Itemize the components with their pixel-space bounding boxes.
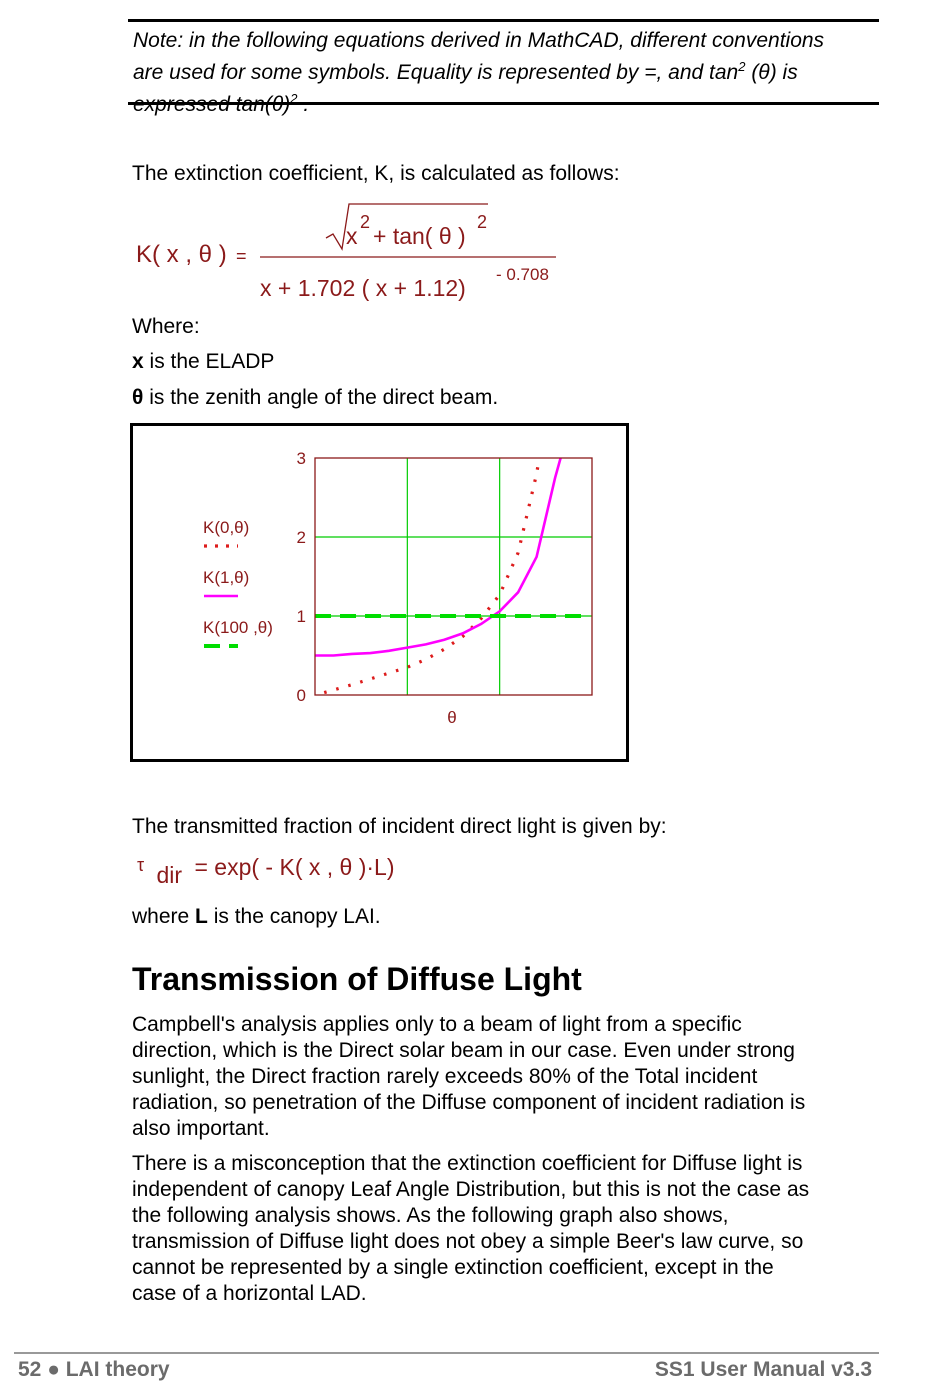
footer-left [18, 1358, 170, 1382]
k-num-x: x [346, 223, 358, 249]
note-line-2: are used for some symbols. Equality is represented by =, and $\tan^2 (\theta)$ is [133, 59, 798, 84]
k-denominator: x + 1.702 ( x + 1.12) [260, 275, 466, 301]
note-box [128, 19, 879, 116]
chart-legend [203, 518, 273, 646]
note-text [133, 28, 878, 118]
y-tick-label: 0 [296, 686, 306, 705]
definition-x: x is the ELADP [132, 350, 275, 373]
legend-label-1: K(0,θ) [203, 518, 250, 537]
where-label: Where: [132, 315, 200, 338]
note-line-1: Note: in the following equations derived in MathCAD, different conventions [133, 29, 825, 52]
paragraph-1: Campbell's analysis applies only to a beam of light from a specific direction, which is the Direct solar beam in our case. Even under strong sunlight, the Direct fraction rarely exceeds 80% of the Total incident radiation, so penetration of the Diffuse component of incident radiation is also important. [132, 1013, 806, 1140]
where-l-text: where L is the canopy LAI. [132, 905, 381, 928]
manual-title: SS1 User Manual v3.3 [654, 1358, 872, 1381]
k-den-exp: - 0.708 [496, 265, 549, 284]
k-theta-chart [130, 423, 629, 762]
page-number: 52 [18, 1358, 42, 1381]
tau-subscript: dir [156, 862, 183, 888]
chart-y-ticks [297, 449, 306, 705]
transmitted-intro: The transmitted fraction of incident direct light is given by: [132, 815, 667, 838]
k-num-mid: + tan( θ ) [373, 223, 466, 249]
section-heading: Transmission of Diffuse Light [132, 961, 582, 997]
bullet-icon: ● [47, 1358, 60, 1381]
k-equation-equals: = [236, 246, 247, 266]
definition-theta: θ is the zenith angle of the direct beam. [132, 386, 499, 409]
legend-label-3: K(100 ,θ) [203, 618, 273, 637]
tau-rhs: = exp( - K( x , θ )·L) [194, 854, 395, 880]
y-tick-label: 3 [296, 449, 306, 468]
tau-equation [137, 852, 395, 888]
k-num-exp2: 2 [477, 212, 488, 232]
note-line-3: expressed $\tan(\theta)^2$ . [133, 91, 310, 116]
intro-text: The extinction coefficient, K, is calculated as follows: [132, 162, 620, 185]
chart-x-label: θ [447, 708, 457, 727]
section-name: LAI theory [65, 1358, 170, 1381]
paragraph-2: There is a misconception that the extinction coefficient for Diffuse light is independent of canopy Leaf Angle Distribution, but this is not the case as the following analysis shows. As the following graph also shows, transmission of Diffuse light does not obey a simple Beer's law curve, so cannot be represented by a single extinction coefficient, except in the case of a horizontal LAD. [132, 1152, 810, 1305]
tau-symbol: τ [137, 855, 145, 875]
k-equation [130, 196, 570, 308]
legend-label-2: K(1,θ) [203, 568, 250, 587]
series-line-2 [315, 458, 561, 656]
k-equation-lhs: K( x , θ ) [136, 241, 227, 268]
y-tick-label: 2 [296, 528, 306, 547]
footer-rule [14, 1352, 879, 1354]
chart-series [315, 423, 583, 693]
k-num-exp1: 2 [360, 212, 371, 232]
y-tick-label: 1 [296, 607, 306, 626]
